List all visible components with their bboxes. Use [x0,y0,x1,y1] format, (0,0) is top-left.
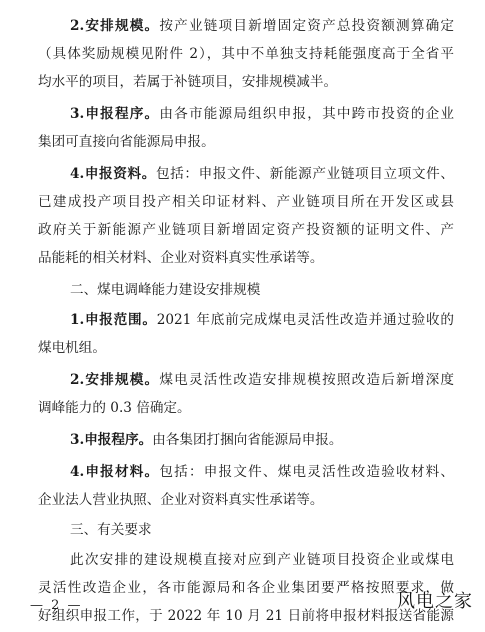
section-heading: 二、煤电调峰能力建设安排规模 [70,282,261,298]
paragraph-line: 此次安排的建设规模直接对应到产业链项目投资企业或煤电 [70,552,454,568]
paragraph-line: 灵活性改造企业，各市能源局和各企业集团要严格按照要求，做 [38,580,454,596]
bold-lead: 2.安排规模。 [70,372,160,388]
paragraph-line: （具体奖励规模见附件 2），其中不单独支持耗能强度高于全省平 [38,46,454,62]
paragraph-line: 已建成投产项目投产相关印证材料、产业链项目所在开发区或县 [38,194,454,210]
paragraph-line: 调峰能力的 0.3 倍确定。 [38,400,191,416]
page-number: — 2 — [30,598,83,613]
paragraph-line: 好组织申报工作，于 2022 年 10 月 21 日前将申报材料报送省能源 [38,608,454,624]
paragraph-line: 3.申报程序。由各集团打捆向省能源局申报。 [70,432,343,448]
paragraph-line: 政府关于新能源产业链项目新增固定资产投资额的证明文件、产 [38,222,454,238]
paragraph-line: 煤电机组。 [38,340,106,356]
paragraph-line: 均水平的项目，若属于补链项目，安排规模减半。 [38,74,338,90]
bold-lead: 1.申报范围。 [70,312,157,328]
bold-lead: 4.申报资料。 [70,166,156,182]
paragraph-line: 2.安排规模。煤电灵活性改造安排规模按照改造后新增深度 [70,372,454,388]
section-heading: 三、有关要求 [70,522,152,538]
bold-lead: 4.申报材料。 [70,464,160,480]
bold-lead: 3.申报程序。 [70,106,160,122]
paragraph-line: 2.安排规模。按产业链项目新增固定资产总投资额测算确定 [70,18,454,34]
paragraph-line: 3.申报程序。由各市能源局组织申报，其中跨市投资的企业 [70,106,454,122]
bold-lead: 3.申报程序。 [70,432,153,448]
paragraph-line: 集团可直接向省能源局申报。 [38,134,215,150]
paragraph-line: 企业法人营业执照、企业对资料真实性承诺等。 [38,492,324,508]
watermark: 风电之家 [397,591,473,612]
paragraph-line: 品能耗的相关材料、企业对资料真实性承诺等。 [38,250,324,266]
paragraph-line: 4.申报材料。包括：申报文件、煤电灵活性改造验收材料、 [70,464,454,480]
bold-lead: 2.安排规模。 [70,18,160,34]
paragraph-line: 1.申报范围。2021 年底前完成煤电灵活性改造并通过验收的 [70,312,454,328]
paragraph-line: 4.申报资料。包括：申报文件、新能源产业链项目立项文件、 [70,166,454,182]
